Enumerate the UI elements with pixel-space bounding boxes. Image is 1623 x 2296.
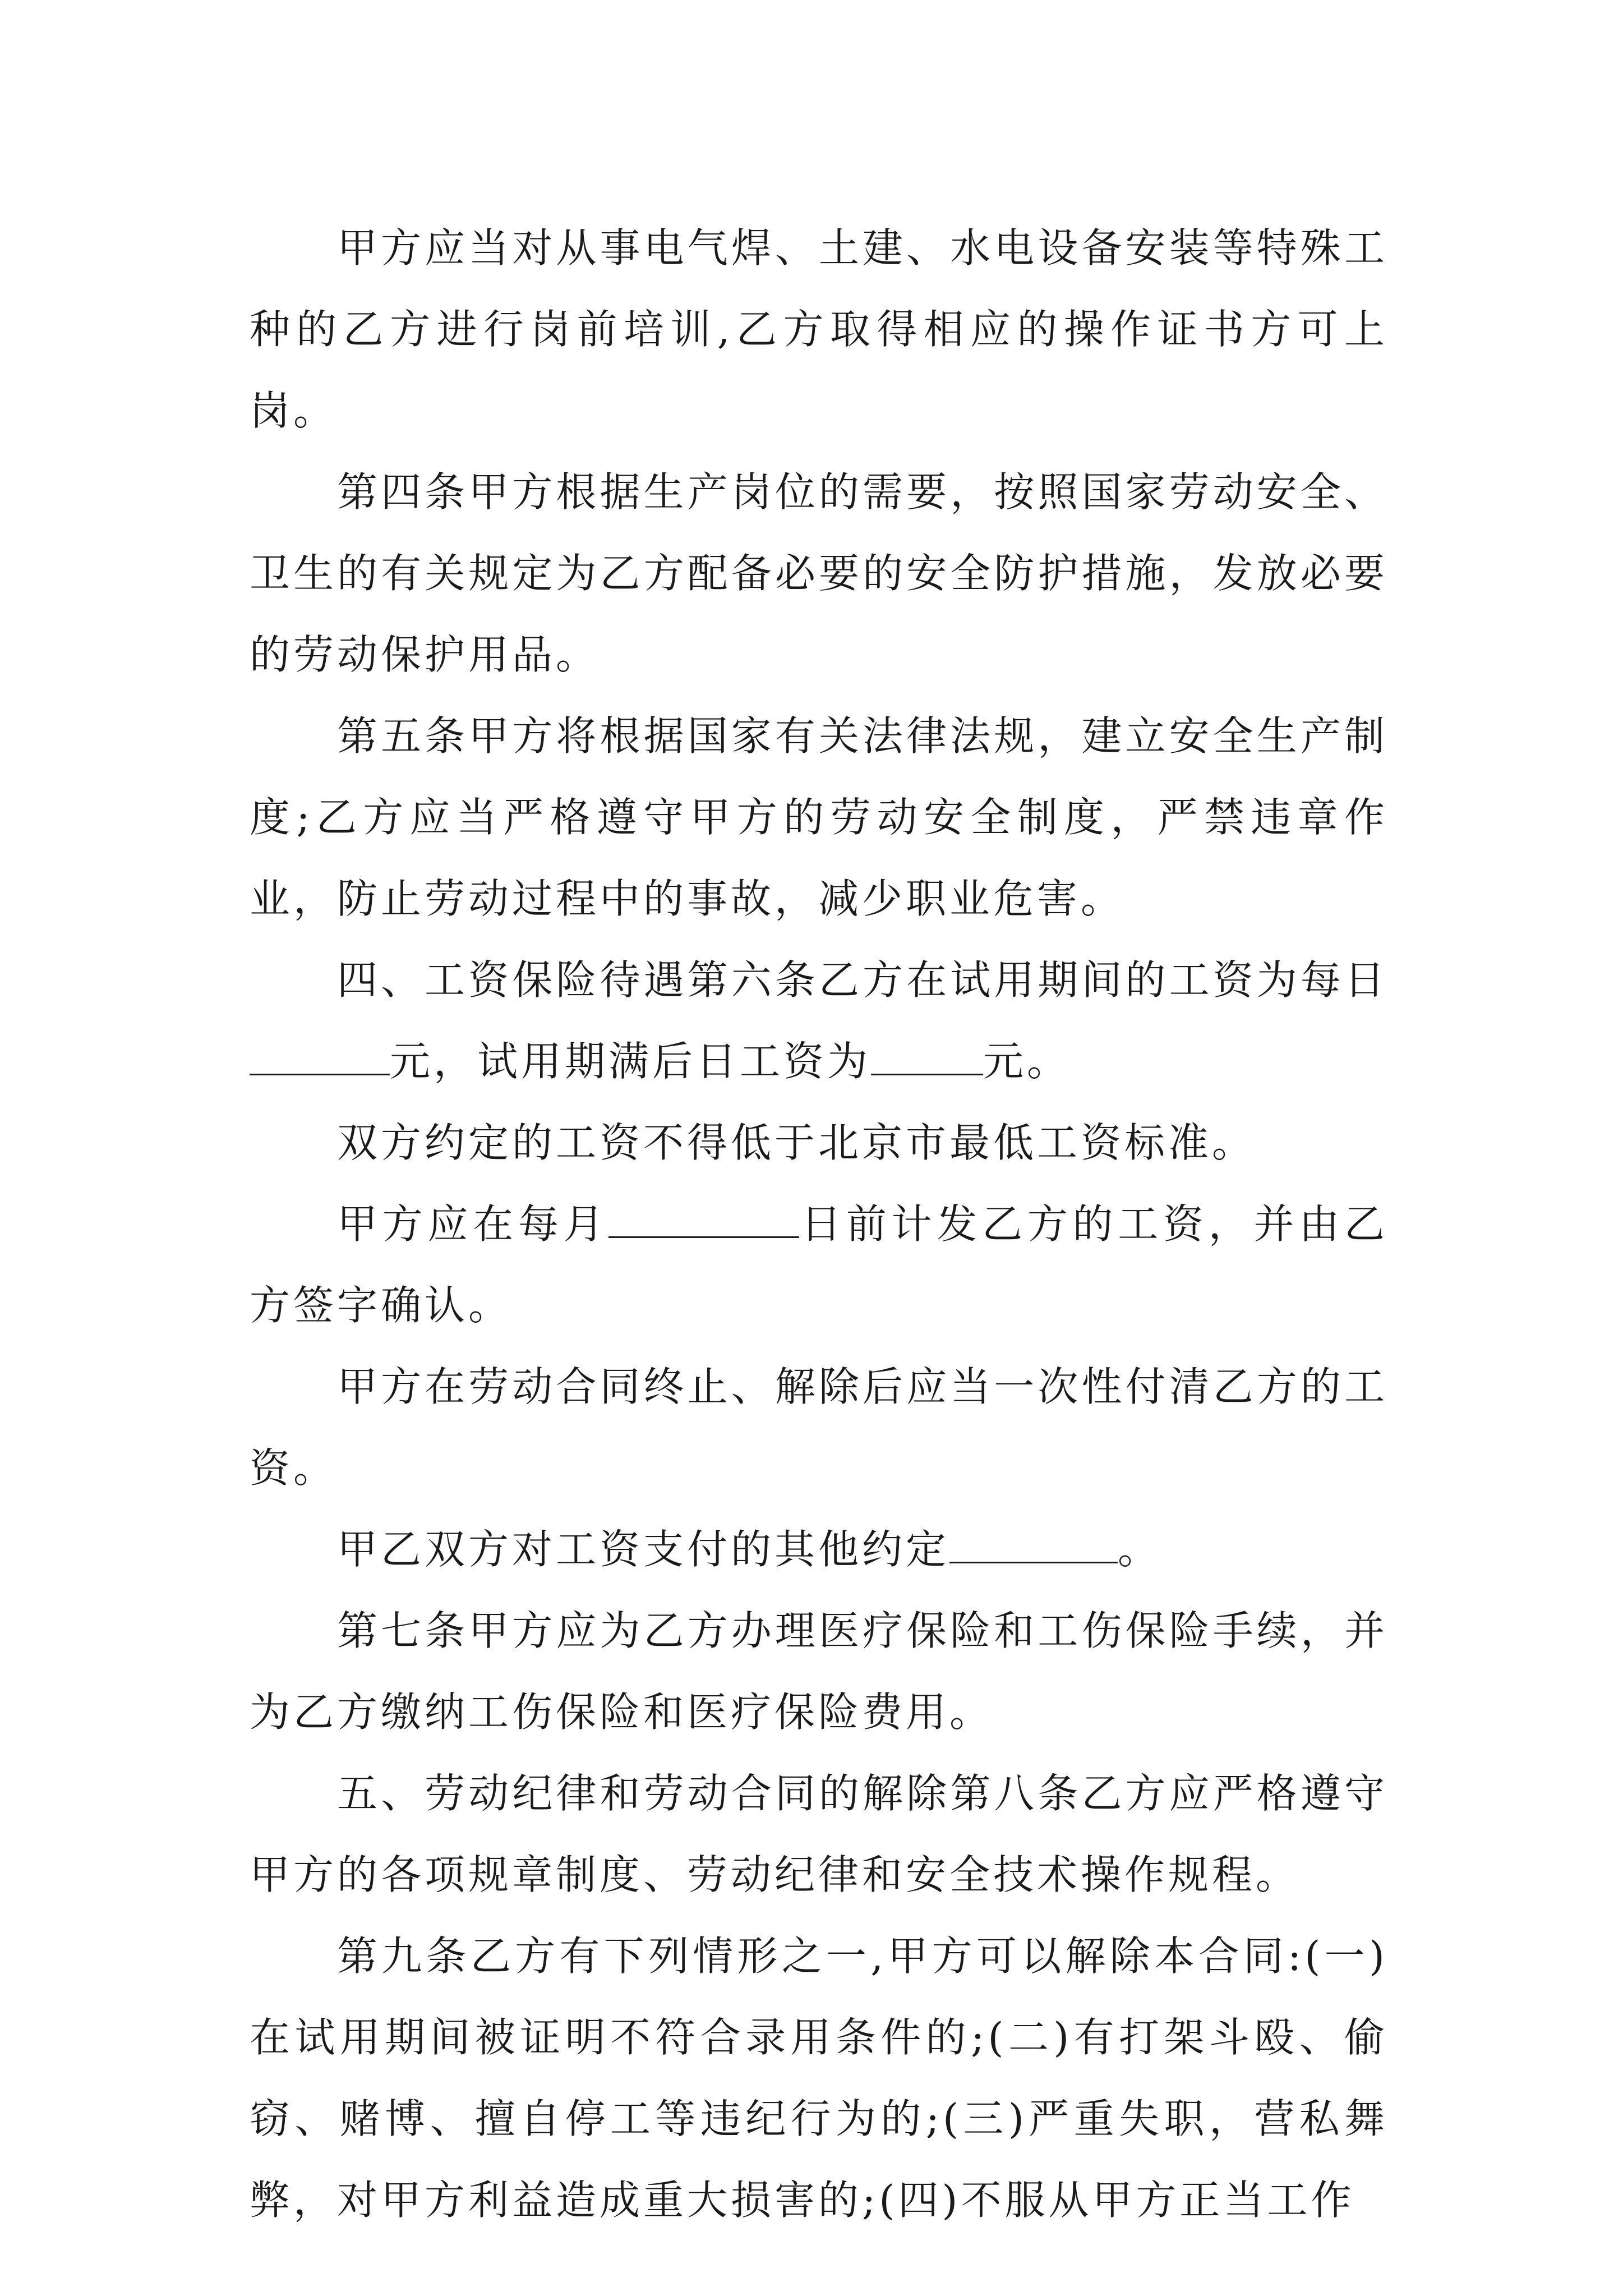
blank-daily-wage (871, 1040, 983, 1075)
paragraph-article-5 (250, 696, 1388, 940)
document-body (250, 208, 1388, 2241)
paragraph-text: 。 (1118, 1526, 1162, 1573)
paragraph-article-4 (250, 452, 1388, 696)
paragraph-article-8 (250, 1753, 1388, 1916)
paragraph-text: 元，试用期满后日工资为 (390, 1038, 872, 1085)
paragraph-text: 五、劳动纪律和劳动合同的解除第八条乙方应严格遵守甲方的各项规章制度、劳动纪律和安全技术操作规程。 (250, 1770, 1388, 1898)
paragraph-text: 第四条甲方根据生产岗位的需要，按照国家劳动安全、卫生的有关规定为乙方配备必要的安全防护措施，发放必要的劳动保护用品。 (250, 468, 1388, 678)
paragraph-text: 甲方应当对从事电气焊、土建、水电设备安装等特殊工种的乙方进行岗前培训,乙方取得相应的操作证书方可上岗。 (250, 224, 1388, 434)
paragraph-article-7 (250, 1590, 1388, 1753)
paragraph-text: 四、工资保险待遇第六条乙方在试用期间的工资为每日 (337, 956, 1388, 1004)
paragraph-text: 第九条乙方有下列情形之一,甲方可以解除本合同:(一)在试用期间被证明不符合录用条件的;(二)有打架斗殴、偷窃、赌博、擅自停工等违纪行为的;(三)严重失职，营私舞弊，对甲方利益造成重大损害的;(四)不服从甲方正当工作 (250, 1932, 1388, 2224)
paragraph-final-pay (250, 1346, 1388, 1509)
paragraph-text: 甲方应在每月 (337, 1200, 609, 1248)
paragraph-text: 日前计发乙方的工资，并由乙方签字确认。 (250, 1200, 1388, 1329)
paragraph-text: 第七条甲方应为乙方办理医疗保险和工伤保险手续，并为乙方缴纳工伤保险和医疗保险费用。 (250, 1607, 1388, 1736)
blank-pay-day (608, 1203, 799, 1238)
paragraph-text: 元。 (983, 1038, 1071, 1085)
paragraph-text: 双方约定的工资不得低于北京市最低工资标准。 (337, 1119, 1256, 1166)
paragraph-article-9 (250, 1916, 1388, 2241)
blank-daily-trial-wage (250, 1040, 390, 1075)
paragraph-other-agreement (250, 1509, 1388, 1590)
paragraph-text: 第五条甲方将根据国家有关法律法规，建立安全生产制度;乙方应当严格遵守甲方的劳动安全制度，严禁违章作业，防止劳动过程中的事故，减少职业危害。 (250, 712, 1388, 922)
paragraph-text: 甲方在劳动合同终止、解除后应当一次性付清乙方的工资。 (250, 1363, 1388, 1492)
paragraph-minimum-wage (250, 1102, 1388, 1184)
blank-other-agreement (949, 1528, 1118, 1563)
paragraph-article-6-wages (250, 940, 1388, 1102)
paragraph-special-training (250, 208, 1388, 452)
paragraph-text: 甲乙双方对工资支付的其他约定 (337, 1526, 950, 1573)
paragraph-pay-date (250, 1184, 1388, 1346)
